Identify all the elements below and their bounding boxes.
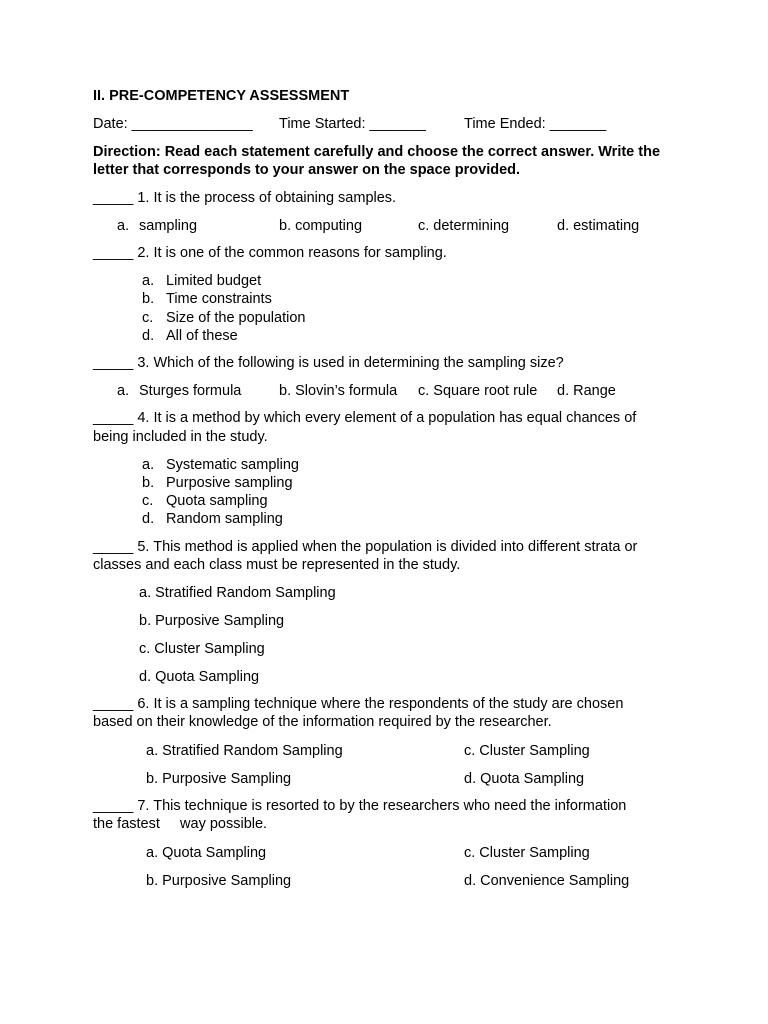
q7-choice-d: d. Convenience Sampling: [464, 873, 630, 889]
q6-choice-b: b. Purposive Sampling: [146, 771, 292, 787]
q7-choice-b: b. Purposive Sampling: [146, 873, 292, 889]
q6-choice-c: c. Cluster Sampling: [464, 743, 590, 759]
q1-choice-d: d. estimating: [557, 218, 640, 234]
question-2: _____ 2. It is one of the common reasons for sampling.: [93, 245, 447, 261]
q4-letter-b: b.: [142, 475, 155, 491]
q3-choice-d: d. Range: [557, 383, 616, 399]
q1-choice-b: b. computing: [279, 218, 363, 234]
q6-choice-d: d. Quota Sampling: [464, 771, 585, 787]
q3-choice-b: b. Slovin’s formula: [279, 383, 398, 399]
q3-choice-c: c. Square root rule: [418, 383, 538, 399]
q1-choice-c: c. determining: [418, 218, 510, 234]
question-7-line-1: _____ 7. This technique is resorted to by the researchers who need the information: [93, 798, 627, 814]
question-4-line-2: being included in the study.: [93, 429, 268, 445]
q3-choice-a: Sturges formula: [139, 383, 242, 399]
q1-choice-letter-a: a.: [117, 218, 130, 234]
q4-choice-b: Purposive sampling: [166, 475, 293, 491]
q4-choice-c: Quota sampling: [166, 493, 268, 509]
q2-choice-a: Limited budget: [166, 273, 262, 289]
question-1: _____ 1. It is the process of obtaining samples.: [93, 190, 397, 206]
question-7-line-2: the fastest way possible.: [93, 816, 268, 832]
q4-choice-d: Random sampling: [166, 511, 283, 527]
section-title: II. PRE-COMPETENCY ASSESSMENT: [93, 88, 350, 104]
q2-letter-b: b.: [142, 291, 155, 307]
q4-choice-a: Systematic sampling: [166, 457, 299, 473]
q6-choice-a: a. Stratified Random Sampling: [146, 743, 343, 759]
q2-choice-c: Size of the population: [166, 310, 306, 326]
q1-choice-a: sampling: [139, 218, 198, 234]
q5-choice-a: a. Stratified Random Sampling: [139, 585, 336, 601]
question-6-line-2: based on their knowledge of the information required by the researcher.: [93, 714, 552, 730]
q3-choice-letter-a: a.: [117, 383, 130, 399]
q5-choice-d: d. Quota Sampling: [139, 669, 260, 685]
q2-choice-d: All of these: [166, 328, 238, 344]
time-started-field: Time Started: _______: [279, 116, 426, 132]
direction-text: Direction: Read each statement carefully and choose the correct answer. Write the letter that corresponds to your answer on the space provided.: [93, 144, 661, 178]
time-ended-field: Time Ended: _______: [464, 116, 607, 132]
date-field: Date: _______________: [93, 116, 253, 132]
question-5-line-1: _____ 5. This method is applied when the population is divided into different strata or: [93, 539, 638, 555]
q5-choice-c: c. Cluster Sampling: [139, 641, 265, 657]
q2-letter-c: c.: [142, 310, 154, 326]
q4-letter-d: d.: [142, 511, 155, 527]
question-4-line-1: _____ 4. It is a method by which every element of a population has equal chances of: [93, 410, 637, 426]
q2-choice-b: Time constraints: [166, 291, 272, 307]
q7-choice-a: a. Quota Sampling: [146, 845, 267, 861]
q2-letter-d: d.: [142, 328, 155, 344]
q4-letter-c: c.: [142, 493, 154, 509]
q4-letter-a: a.: [142, 457, 155, 473]
q7-choice-c: c. Cluster Sampling: [464, 845, 590, 861]
q5-choice-b: b. Purposive Sampling: [139, 613, 285, 629]
question-5-line-2: classes and each class must be represented in the study.: [93, 557, 461, 573]
question-3: _____ 3. Which of the following is used in determining the sampling size?: [93, 355, 564, 371]
q2-letter-a: a.: [142, 273, 155, 289]
question-6-line-1: _____ 6. It is a sampling technique where the respondents of the study are chosen: [93, 696, 624, 712]
